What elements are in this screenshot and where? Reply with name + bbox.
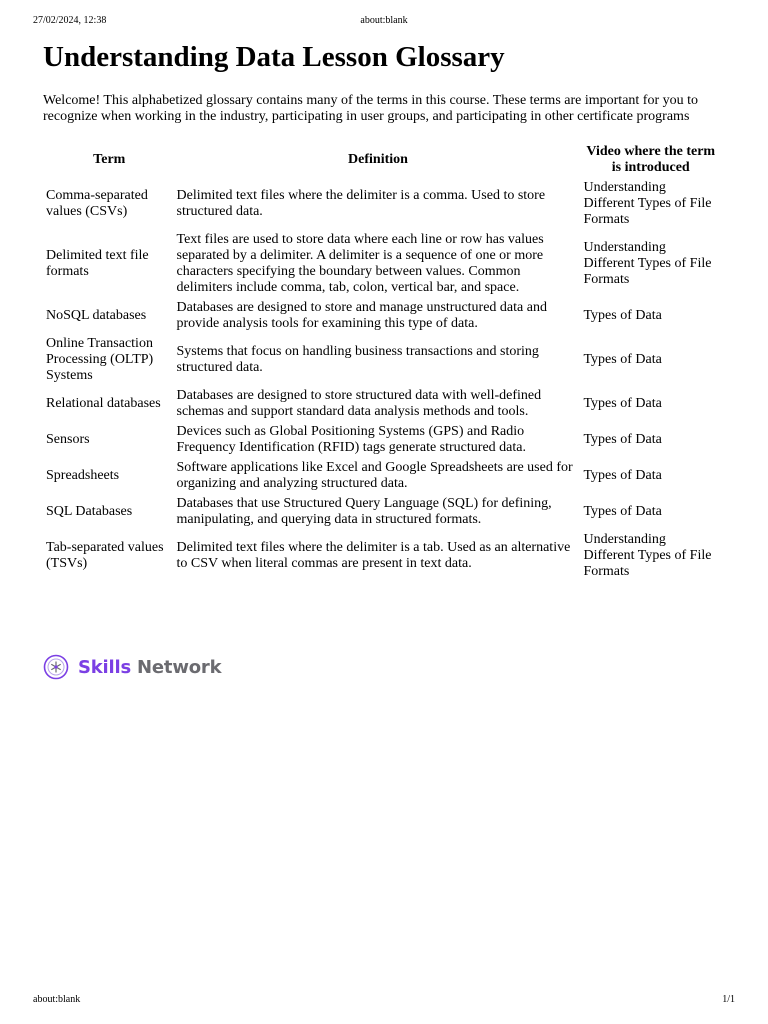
- print-timestamp: 27/02/2024, 12:38: [33, 15, 107, 26]
- video-cell: Types of Data: [583, 352, 662, 367]
- logo-word-skills: Skills: [78, 656, 131, 678]
- video-cell: Understanding Different Types of File Formats: [583, 532, 712, 579]
- definition-cell: Databases are designed to store and manage unstructured data and provide analysis tools for examining this type of data.: [176, 300, 547, 331]
- skills-network-logo: [43, 653, 221, 681]
- table-row: [44, 386, 720, 422]
- table-row: [44, 230, 720, 298]
- term-cell: SQL Databases: [46, 504, 133, 519]
- page-title: Understanding Data Lesson Glossary: [43, 41, 505, 73]
- term-cell: Delimited text file formats: [46, 248, 149, 279]
- header-definition: Definition: [348, 152, 408, 167]
- table-row: [44, 178, 720, 230]
- video-cell: Types of Data: [583, 468, 662, 483]
- definition-cell: Databases that use Structured Query Language (SQL) for defining, manipulating, and querying data in structured formats.: [176, 496, 552, 527]
- video-cell: Types of Data: [583, 308, 662, 323]
- term-cell: Tab-separated values (TSVs): [46, 540, 164, 571]
- glossary-table: [44, 142, 720, 582]
- intro-paragraph: Welcome! This alphabetized glossary contains many of the terms in this course. These terms are important for you to recognize when working in the industry, participating in user groups, and participating in other certificate programs: [43, 93, 699, 124]
- document-content: [43, 36, 726, 582]
- term-cell: Spreadsheets: [46, 468, 120, 483]
- table-header-row: [44, 142, 720, 178]
- definition-cell: Delimited text files where the delimiter is a comma. Used to store structured data.: [176, 188, 546, 219]
- term-cell: Relational databases: [46, 396, 161, 411]
- table-row: [44, 458, 720, 494]
- video-cell: Understanding Different Types of File Formats: [583, 180, 712, 227]
- definition-cell: Text files are used to store data where each line or row has values separated by a delimiter. A delimiter is a sequence of one or more characters specifying the boundary between values. Common delimiters include comma, tab, colon, vertical bar, and space.: [176, 232, 544, 295]
- logo-word-network: Network: [137, 656, 222, 678]
- print-footer: [33, 994, 735, 1008]
- video-cell: Types of Data: [583, 396, 662, 411]
- term-cell: Online Transaction Processing (OLTP) Systems: [46, 336, 154, 383]
- video-cell: Types of Data: [583, 504, 662, 519]
- definition-cell: Software applications like Excel and Google Spreadsheets are used for organizing and analyzing structured data.: [176, 460, 573, 491]
- table-row: [44, 494, 720, 530]
- table-row: [44, 422, 720, 458]
- table-row: [44, 298, 720, 334]
- print-header-url: about:blank: [360, 15, 408, 26]
- table-row: [44, 334, 720, 386]
- term-cell: Sensors: [46, 432, 90, 447]
- video-cell: Types of Data: [583, 432, 662, 447]
- table-row: [44, 530, 720, 582]
- definition-cell: Systems that focus on handling business transactions and storing structured data.: [176, 344, 539, 375]
- video-cell: Understanding Different Types of File Formats: [583, 240, 712, 287]
- definition-cell: Devices such as Global Positioning Systems (GPS) and Radio Frequency Identification (RFID) tags generate structured data.: [176, 424, 526, 455]
- term-cell: NoSQL databases: [46, 308, 147, 323]
- print-header: [33, 15, 735, 29]
- definition-cell: Databases are designed to store structured data with well-defined schemas and support standard data analysis methods and tools.: [176, 388, 542, 419]
- print-footer-url: about:blank: [33, 994, 81, 1005]
- skills-network-logo-icon: [43, 654, 69, 680]
- header-term: Term: [93, 152, 126, 167]
- page-number: 1/1: [722, 994, 735, 1005]
- definition-cell: Delimited text files where the delimiter is a tab. Used as an alternative to CSV when literal commas are present in text data.: [176, 540, 571, 571]
- header-video: Video where the term is introduced: [586, 144, 716, 175]
- logo-wordmark: [78, 657, 221, 678]
- term-cell: Comma-separated values (CSVs): [46, 188, 148, 219]
